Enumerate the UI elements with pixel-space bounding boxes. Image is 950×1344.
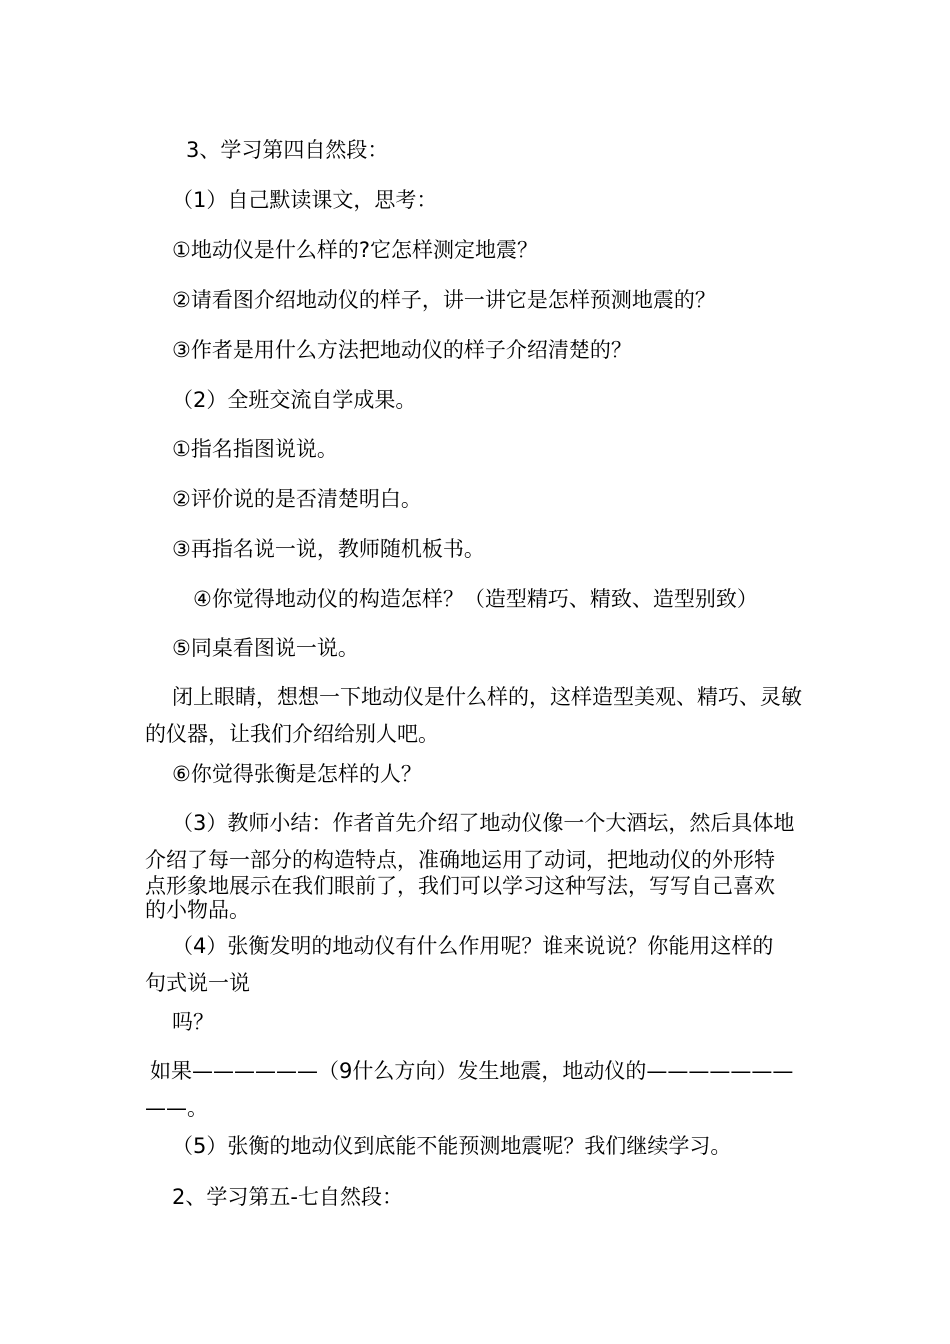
sentence-pattern-line2: ——。 bbox=[145, 1096, 208, 1120]
step-1: ①指名指图说说。 bbox=[172, 437, 338, 461]
question-3: ③作者是用什么方法把地动仪的样子介绍清楚的？ bbox=[172, 338, 632, 362]
step-4: ④你觉得地动仪的构造怎样？（造型精巧、精致、造型别致） bbox=[193, 587, 758, 611]
teacher-summary-line4: 的小物品。 bbox=[145, 898, 250, 922]
teacher-summary-line2: 介绍了每一部分的构造特点，准确地运用了动词，把地动仪的外形特 bbox=[145, 848, 775, 872]
task-1-heading: （1）自己默读课文，思考： bbox=[172, 188, 438, 212]
task-4-line3: 吗？ bbox=[172, 1010, 214, 1034]
section-heading-4: 3、学习第四自然段： bbox=[186, 138, 389, 162]
step-2: ②评价说的是否清楚明白。 bbox=[172, 487, 422, 511]
section-heading-5-7: 2、学习第五-七自然段： bbox=[172, 1185, 403, 1209]
task-5: （5）张衡的地动仪到底能不能预测地震呢？我们继续学习。 bbox=[172, 1134, 732, 1158]
teacher-summary-line1: （3）教师小结：作者首先介绍了地动仪像一个大酒坛，然后具体地 bbox=[172, 811, 795, 835]
task-2-heading: （2）全班交流自学成果。 bbox=[172, 388, 417, 412]
sentence-pattern-line1: 如果——————（9什么方向）发生地震，地动仪的——————— bbox=[150, 1059, 794, 1083]
task-4-line1: （4）张衡发明的地动仪有什么作用呢？谁来说说？你能用这样的 bbox=[172, 934, 774, 958]
question-2: ②请看图介绍地动仪的样子，讲一讲它是怎样预测地震的？ bbox=[172, 288, 716, 312]
paragraph-imagine-line1: 闭上眼睛，想想一下地动仪是什么样的，这样造型美观、精巧、灵敏 bbox=[172, 685, 802, 709]
question-1: ①地动仪是什么样的?它怎样测定地震？ bbox=[172, 238, 538, 262]
step-5: ⑤同桌看图说一说。 bbox=[172, 636, 359, 660]
task-4-line2: 句式说一说 bbox=[145, 971, 250, 995]
teacher-summary-line3: 点形象地展示在我们眼前了，我们可以学习这种写法，写写自己喜欢 bbox=[145, 874, 775, 898]
paragraph-imagine-line2: 的仪器，让我们介绍给别人吧。 bbox=[145, 722, 439, 746]
step-3: ③再指名说一说，教师随机板书。 bbox=[172, 537, 485, 561]
step-6: ⑥你觉得张衡是怎样的人？ bbox=[172, 762, 422, 786]
